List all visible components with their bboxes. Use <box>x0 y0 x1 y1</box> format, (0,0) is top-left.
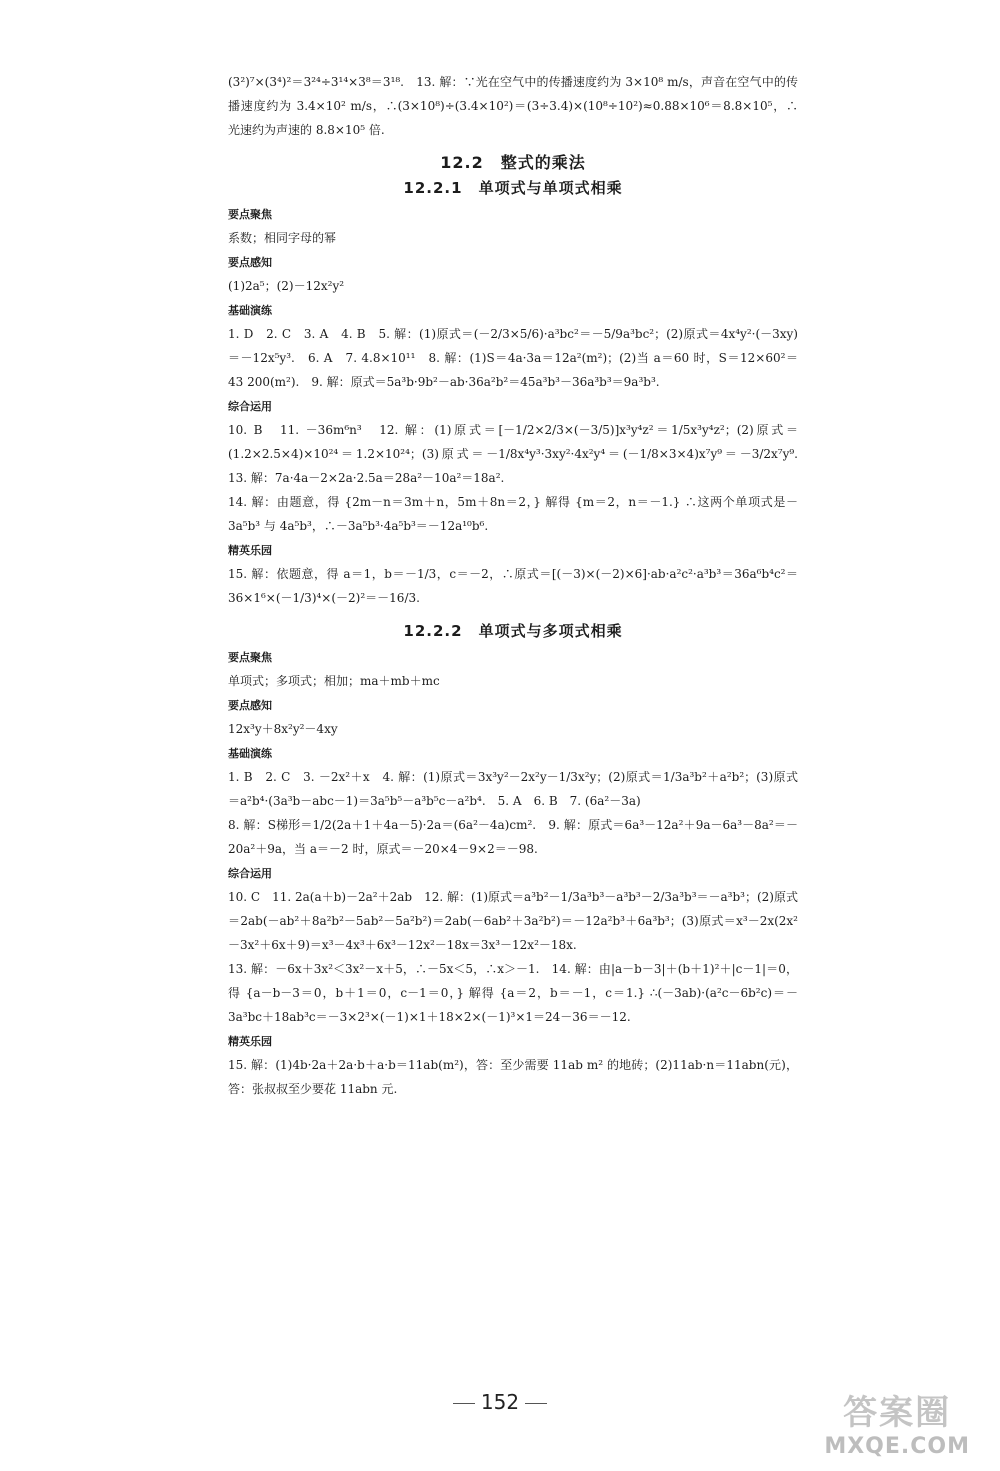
basic-text: 1. D 2. C 3. A 4. B 5. 解：(1)原式＝(－2/3×5/6)·a³bc²＝－5/9a³bc²；(2)原式＝4x⁴y²·(－3xy)＝－12x⁵y³. 6. A 7. 4.8×10¹¹ 8. 解：(1)S＝4a·3a＝12a²(m²)；(2)当 a＝60 时，S＝12×60²＝43 200(m²). 9. 解：原式＝5a³b·9b²－ab·36a²b²＝45a³b³－36a³b³＝9a³b³. <box>228 327 798 389</box>
basic-label: 基础演练 <box>228 747 272 760</box>
basic-text: 1. B 2. C 3. －2x²＋x 4. 解：(1)原式＝3x³y²－2x²y－1/3x²y；(2)原式＝1/3a³b²＋a²b²；(3)原式＝a²b⁴·(3a³b－abc－1)＝3a⁵b⁵－a³b⁵c－a²b⁴. 5. A 6. B 7. (6a²－3a) <box>228 770 798 808</box>
elite-text: 15. 解：(1)4b·2a＋2a·b＋a·b＝11ab(m²)，答：至少需要 11ab m² 的地砖；(2)11ab·n＝11abn(元)，答：张叔叔至少要花 11abn 元. <box>228 1058 798 1096</box>
watermark <box>824 1385 970 1459</box>
subsection-title-1: 12.2.1 单项式与单项式相乘 <box>403 179 623 197</box>
elite-label: 精英乐园 <box>228 544 272 557</box>
basic-text-2: 8. 解：S梯形＝1/2(2a＋1＋4a－5)·2a＝(6a²－4a)cm². 9. 解：原式＝6a³－12a²＋9a－6a³－8a²＝－20a²＋9a，当 a＝－2 时，原式＝－20×4－9×2＝－98. <box>228 818 798 856</box>
applied-text-2: 14. 解：由题意，得 {2m－n＝3m＋n，5m＋8n＝2，} 解得 {m＝2，n＝－1.} ∴这两个单项式是－3a⁵b³ 与 4a⁵b³，∴－3a⁵b³·4a⁵b³＝－12a¹⁰b⁶. <box>228 495 798 533</box>
applied-label: 综合运用 <box>228 400 272 413</box>
answer-page <box>228 70 811 1101</box>
focus-label: 要点聚焦 <box>228 651 272 664</box>
subsection-title-2: 12.2.2 单项式与多项式相乘 <box>403 622 623 640</box>
perceive-text: 12x³y＋8x²y²－4xy <box>228 722 338 736</box>
watermark-logo: 答案圈 <box>843 1393 952 1433</box>
elite-label: 精英乐园 <box>228 1035 272 1048</box>
top-paragraph: (3²)⁷×(3⁴)²＝3²⁴÷3¹⁴×3⁸＝3¹⁸. 13. 解：∵光在空气中的传播速度约为 3×10⁸ m/s，声音在空气中的传播速度约为 3.4×10² m/s，∴(3×10⁸)÷(3.4×10²)＝(3÷3.4)×(10⁸÷10²)≈0.88×10⁶＝8.8×10⁵，∴光速约为声速的 8.8×10⁵ 倍. <box>228 75 798 137</box>
applied-label: 综合运用 <box>228 867 272 880</box>
page-number-value: 152 <box>480 1390 520 1414</box>
perceive-text: (1)2a⁵；(2)－12x²y² <box>228 279 345 293</box>
page-number-dash-left <box>453 1403 475 1404</box>
focus-text: 单项式；多项式；相加；ma＋mb＋mc <box>228 674 440 688</box>
focus-label: 要点聚焦 <box>228 208 272 221</box>
perceive-label: 要点感知 <box>228 699 272 712</box>
page-number <box>440 1390 560 1414</box>
watermark-url: MXQE.COM <box>824 1434 970 1459</box>
section-title: 12.2 整式的乘法 <box>440 153 586 172</box>
perceive-label: 要点感知 <box>228 256 272 269</box>
page-number-dash-right <box>525 1403 547 1404</box>
elite-text: 15. 解：依题意，得 a＝1，b＝－1/3，c＝－2，∴原式＝[(－3)×(－2)×6]·ab·a²c²·a³b³＝36a⁶b⁴c²＝36×1⁶×(－1/3)⁴×(－2)²＝－16/3. <box>228 567 798 605</box>
applied-text: 10. C 11. 2a(a＋b)－2a²＋2ab 12. 解：(1)原式＝a³b²－1/3a³b³－a³b³－2/3a³b³＝－a³b³；(2)原式＝2ab(－ab²＋8a²b²－5ab²－5a²b²)＝2ab(－6ab²＋3a²b²)＝－12a²b³＋6a³b³；(3)原式＝x³－2x(2x²－3x²＋6x＋9)＝x³－4x³＋6x³－12x²－18x＝3x³－12x²－18x. <box>228 890 798 952</box>
focus-text: 系数；相同字母的幂 <box>228 231 337 245</box>
applied-text-2: 13. 解：－6x＋3x²＜3x²－x＋5，∴－5x＜5，∴x＞－1. 14. 解：由|a－b－3|＋(b＋1)²＋|c－1|＝0，得 {a－b－3＝0，b＋1＝0，c－1＝0，} 解得 {a＝2，b＝－1，c＝1.} ∴(－3ab)·(a²c－6b²c)＝－3a³bc＋18ab³c＝－3×2³×(－1)×1＋18×2×(－1)³×1＝24－36＝－12. <box>228 962 798 1024</box>
applied-text: 10. B 11. －36m⁶n³ 12. 解：(1)原式＝[－1/2×2/3×(－3/5)]x³y⁴z²＝1/5x³y⁴z²；(2)原式＝(1.2×2.5×4)×10²⁴＝1.2×10²⁴；(3)原式＝－1/8x⁴y³·3xy²·4x²y⁴＝(－1/8×3×4)x⁷y⁹＝－3/2x⁷y⁹. 13. 解：7a·4a－2×2a·2.5a＝28a²－10a²＝18a². <box>228 423 811 485</box>
basic-label: 基础演练 <box>228 304 272 317</box>
